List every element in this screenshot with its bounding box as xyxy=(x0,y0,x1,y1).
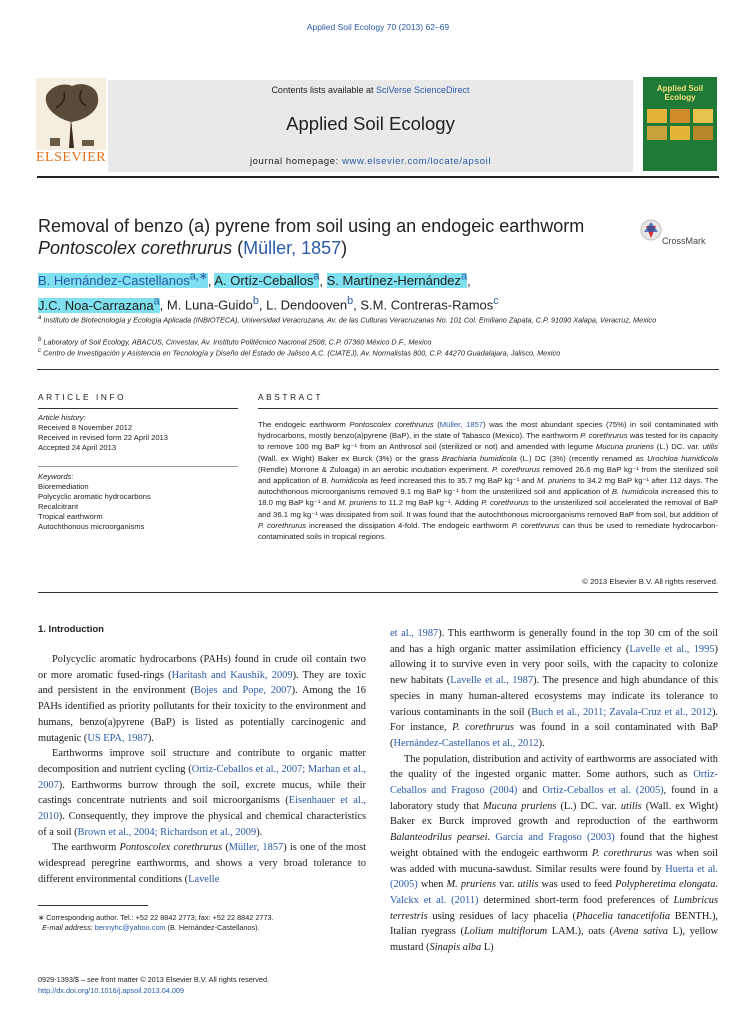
doi-link[interactable]: http://dx.doi.org/10.1016/j.apsoil.2013.04.009 xyxy=(38,985,185,995)
crossmark-icon[interactable] xyxy=(640,218,662,246)
left-column xyxy=(38,652,366,888)
paragraph: The population, distribution and activity of earthworms are associated with the quality of the ingested organic matter. Some authors, such as Ortiz-Ceballos and Fragoso (2004) and Ortiz-Ceballos et al. (2005), found in a laboratory study that Mucuna pruriens (L.) DC. var. utilis (Wall. ex Wight) Baker ex Burck improved growth and reproduction of the earthworm Balanteodrilus pearsei. García and Fragoso (2003) found that the highest weight obtained with the endogeic earthworm P. corethrurus was when soil was added with mucuna-sawdust. Similar results were found by Huerta et al. (2005) when M. pruriens var. utilis was used to feed Polypheretima elongata. Valckx et al. (2011) determined short-term food preferences of Lumbricus terrestris using residues of lacy phacelia (Phacelia tanacetifolia BENTH.), Italian ryegrass (Lolium multiflorum LAM.), oats (Avena sativa L), yellow mustard (Sinapis alba L) xyxy=(390,753,719,954)
title-line1: Removal of benzo (a) pyrene from soil using an endogeic earthworm xyxy=(38,216,585,236)
citation-link[interactable]: García and Fragoso (2003) xyxy=(495,832,615,844)
keyword: Bioremediation xyxy=(38,482,89,492)
header-rule xyxy=(37,176,719,178)
sciencedirect-link[interactable]: SciVerse ScienceDirect xyxy=(376,85,470,95)
accepted-date: Accepted 24 April 2013 xyxy=(38,443,117,453)
citation-link[interactable]: US EPA, 1987 xyxy=(87,732,148,744)
cover-title: Applied Soil Ecology xyxy=(656,84,704,102)
affiliation-rule xyxy=(37,369,719,370)
citation-link[interactable]: Eisenhauer et al., 2010 xyxy=(38,795,366,823)
keywords-block xyxy=(38,472,238,533)
article-history xyxy=(38,413,238,453)
abstract-heading: ABSTRACT xyxy=(258,392,324,402)
author-sup[interactable]: a xyxy=(461,271,468,283)
citation-link[interactable]: Valckx et al. (2011) xyxy=(390,894,479,906)
homepage-link[interactable]: www.elsevier.com/locate/apsoil xyxy=(342,156,492,167)
publisher-wordmark: ELSEVIER xyxy=(36,150,107,165)
citation-link[interactable]: Ortiz-Ceballos and Fragoso (2004) xyxy=(390,769,718,797)
article-info-heading: ARTICLE INFO xyxy=(38,392,127,402)
email-label: E-mail address: xyxy=(42,923,93,933)
title-species: Pontoscolex corethrurus xyxy=(38,238,233,258)
paragraph: Polycyclic aromatic hydrocarbons (PAHs) found in crude oil contain two or more aromatic fused-rings (Haritash and Kaushik, 2009). They are toxic and persistent in the environment (Bojes and Pope, 2007). Among the 16 PAHs identified as priority pollutants for their toxicity to the environment and humans, benzo(a)pyrene (BaP) is listed as potentially carcinogenic and mutagenic (US EPA, 1987). xyxy=(38,654,366,744)
citation-link[interactable]: Brown et al., 2004; Richardson et al., 2009 xyxy=(77,826,257,838)
history-label: Article history: xyxy=(38,413,86,422)
keywords-rule xyxy=(38,466,238,467)
author-name: J.C. Noa-Carrazana xyxy=(38,297,154,313)
author-sup[interactable]: b xyxy=(347,295,354,308)
contents-line xyxy=(108,85,633,95)
author-name: A. Ortíz-Ceballos xyxy=(214,273,314,289)
author-sup[interactable]: a,∗ xyxy=(189,271,208,283)
abstract-text: The endogeic earthworm Pontoscolex corethrurus (Müller, 1857) was the most abundant species (75%) in soil contaminated with hydrocarbons, mostly benzo(a)pyrene (BaP), in the state of Tabasco (Mexico). The earthworm P. corethrurus was tested for its capacity to remove 100 mg BaP kg⁻¹ from an Anthrosol soil (sterilized or not) and amended with legume Mucuna pruriens (L.) DC. var. utilis (Wall. ex Wight) Baker ex Burck (3%) or the grass Brachiaria humidicola (L.) DC (3%) (recently renamed as Urochloa humidicola (Rendle) Morrone & Zuloaga) in an aerobic incubation experiment. P. corethrurus removed 26.6 mg BaP kg⁻¹ from the sterilized soil and application of B. humidicola as feed increased this to 35.7 mg BaP kg⁻¹ and M. pruriens to 34.2 mg BaP kg⁻¹ after 112 days. The autochthonous microorganisms removed 9.1 mg BaP kg⁻¹ from the unsterilized soil and application of B. humidicola increased this to 18.0 mg BaP kg⁻¹ and M. pruriens to 11.2 mg BaP kg⁻¹. Adding P. corethrurus to the unsterilized soil accelerated the removal of BaP and 36.1 mg kg⁻¹ was dissipated from soil. It was found that the autochthonous microorganisms removed BaP from soil, but addition of P. corethrurus increased the dissipation 4-fold. The endogeic earthworm P. corethrurus can thus be used to remediate hydrocarbon-contaminated soils in tropical regions. xyxy=(258,420,719,542)
author-list: B. Hernández-Castellanos$^{a,∗}$, A. Ortíz-Ceballos$^a$, S. Martínez-Hernández$^a$, J.C. Noa-Carrazana$^a$, M. Luna-Guido$^b$, L. Dendooven$^b$, S.M. Contreras-Ramos$^c$ xyxy=(38,271,499,313)
author-sup[interactable]: a xyxy=(313,271,320,283)
keyword: Recalcitrant xyxy=(38,502,79,512)
author-name: M. Luna-Guido xyxy=(166,297,253,313)
contents-prefix: Contents lists available at xyxy=(271,85,376,95)
author-sup[interactable]: a xyxy=(153,295,160,308)
journal-title: Applied Soil Ecology xyxy=(286,113,455,134)
issn-line: 0929-1393/$ – see front matter © 2013 Elsevier B.V. All rights reserved. xyxy=(38,975,270,984)
abstract-rule xyxy=(258,408,718,409)
citation-link[interactable]: Huerta et al. (2005) xyxy=(390,863,719,891)
revised-date: Received in revised form 22 April 2013 xyxy=(38,433,169,443)
footnote-rule xyxy=(38,905,148,906)
citation-link[interactable]: Müller, 1857 xyxy=(228,842,284,854)
crossmark-label[interactable]: CrossMark xyxy=(662,236,706,246)
right-column xyxy=(390,626,718,956)
citation-link[interactable]: et al., 1987 xyxy=(390,628,439,639)
citation-link[interactable]: Buch et al., 2011; Zavala-Cruz et al., 2012 xyxy=(531,706,712,718)
homepage-line xyxy=(108,156,633,167)
author-name: S.M. Contreras-Ramos xyxy=(360,297,494,313)
citation-link[interactable]: Hernández-Castellanos et al., 2012 xyxy=(393,737,539,749)
abstract-bottom-rule xyxy=(38,592,718,593)
paragraph: The earthworm Pontoscolex corethrurus (Müller, 1857) is one of the most widespread peregrine earthworms, and shows a very broad tolerance to different environmental conditions (Lavelle xyxy=(38,842,367,885)
footnote-star: ∗ xyxy=(38,913,45,922)
homepage-prefix: journal homepage: xyxy=(249,156,343,167)
citation-link[interactable]: Müller, 1857 xyxy=(439,420,484,429)
keywords-label: Keywords: xyxy=(38,472,74,481)
title-citation[interactable]: Müller, 1857 xyxy=(243,238,342,258)
affiliation-c: $^c$ Centro de Investigación y Asistencia en Tecnología y Diseño del Estado de Jalisco A.C. (CIATEJ), Av. Normalistas 800, C.P. 44270 Guadalajara, Jalisco, Mexico xyxy=(38,347,561,358)
introduction-heading: 1. Introduction xyxy=(38,624,104,635)
citation-link[interactable]: Bojes and Pope, 2007 xyxy=(194,685,292,697)
author-name: S. Martínez-Hernández xyxy=(326,273,462,289)
paragraph: et al., 1987). This earthworm is generally found in the top 30 cm of the soil and has a high organic matter assimilation efficiency (Lavelle et al., 1995) allowing it to survive even in very poor soils, with the capacity to colonize new habitats (Lavelle et al., 1987). The presence and high abundance of this species in many human-altered ecosystems may indicate its tolerance to various contaminants in the soil (Buch et al., 2011; Zavala-Cruz et al., 2012). For instance, P. corethrurus was found in a soil contaminated with BaP (Hernández-Castellanos et al., 2012). xyxy=(390,628,719,749)
citation-link[interactable]: Lavelle et al., 1987 xyxy=(450,675,534,687)
article-info-rule xyxy=(38,408,238,409)
author-sup[interactable]: c xyxy=(493,295,499,308)
publication-info xyxy=(38,975,368,996)
citation-link[interactable]: Ortiz-Ceballos et al., 2007; Marhan et al., 2007 xyxy=(38,763,367,791)
citation-link[interactable]: Ortiz-Ceballos et al. (2005) xyxy=(542,785,664,797)
author-name: L. Dendooven xyxy=(266,297,348,313)
citation-link[interactable]: Lavelle et al., 1995 xyxy=(629,643,715,655)
journal-reference[interactable]: Applied Soil Ecology 70 (2013) 62–69 xyxy=(306,22,450,32)
abstract-copyright: © 2013 Elsevier B.V. All rights reserved. xyxy=(582,577,718,586)
keyword: Polycyclic aromatic hydrocarbons xyxy=(38,492,151,502)
citation-link[interactable]: Haritash and Kaushik, 2009 xyxy=(171,669,293,681)
author-sup[interactable]: b xyxy=(252,295,259,308)
received-date: Received 8 November 2012 xyxy=(38,423,133,433)
author-link[interactable]: B. Hernández-Castellanos xyxy=(38,273,190,289)
citation-link[interactable]: Lavelle xyxy=(188,873,220,885)
email-owner: (B. Hernández-Castellanos). xyxy=(167,923,260,933)
keyword: Tropical earthworm xyxy=(38,512,103,522)
affiliation-b: $^b$ Laboratory of Soil Ecology, ABACUS, Cinvestav, Av. Instituto Politécnico Nacional 2508, C.P. 07360 México D.F., Mexico xyxy=(38,336,432,347)
email-link[interactable]: bennyhc@yahoo.com xyxy=(94,923,166,933)
keyword: Autochthonous microorganisms xyxy=(38,522,145,532)
paragraph: Earthworms improve soil structure and contribute to organic matter decomposition and nutrient cycling (Ortiz-Ceballos et al., 2007; Marhan et al., 2007). Earthworms burrow through the soil, excrete mucus, while their castings concentrate nutrients and soil microorganisms (Eisenhauer et al., 2010). Consequently, they improve the physical and chemical characteristics of a soil (Brown et al., 2004; Richardson et al., 2009). xyxy=(38,748,367,838)
corresponding-author: Corresponding author. Tel.: +52 22 8842 2773; fax: +52 22 8842 2773. xyxy=(46,913,274,922)
affiliation-a: $^a$ Instituto de Biotecnología y Ecología Aplicada (INBIOTECA), Universidad Veracruzana, Av. de las Culturas Veracruzanas No. 101 Col. Emiliano Zapata, C.P. 91090 Xalapa, Veracruz, Mexico xyxy=(38,314,657,325)
paper-title: Removal of benzo (a) pyrene from soil using an endogeic earthworm Pontoscolex corethrurus (Müller, 1857) xyxy=(38,216,585,258)
footnote xyxy=(38,913,368,934)
